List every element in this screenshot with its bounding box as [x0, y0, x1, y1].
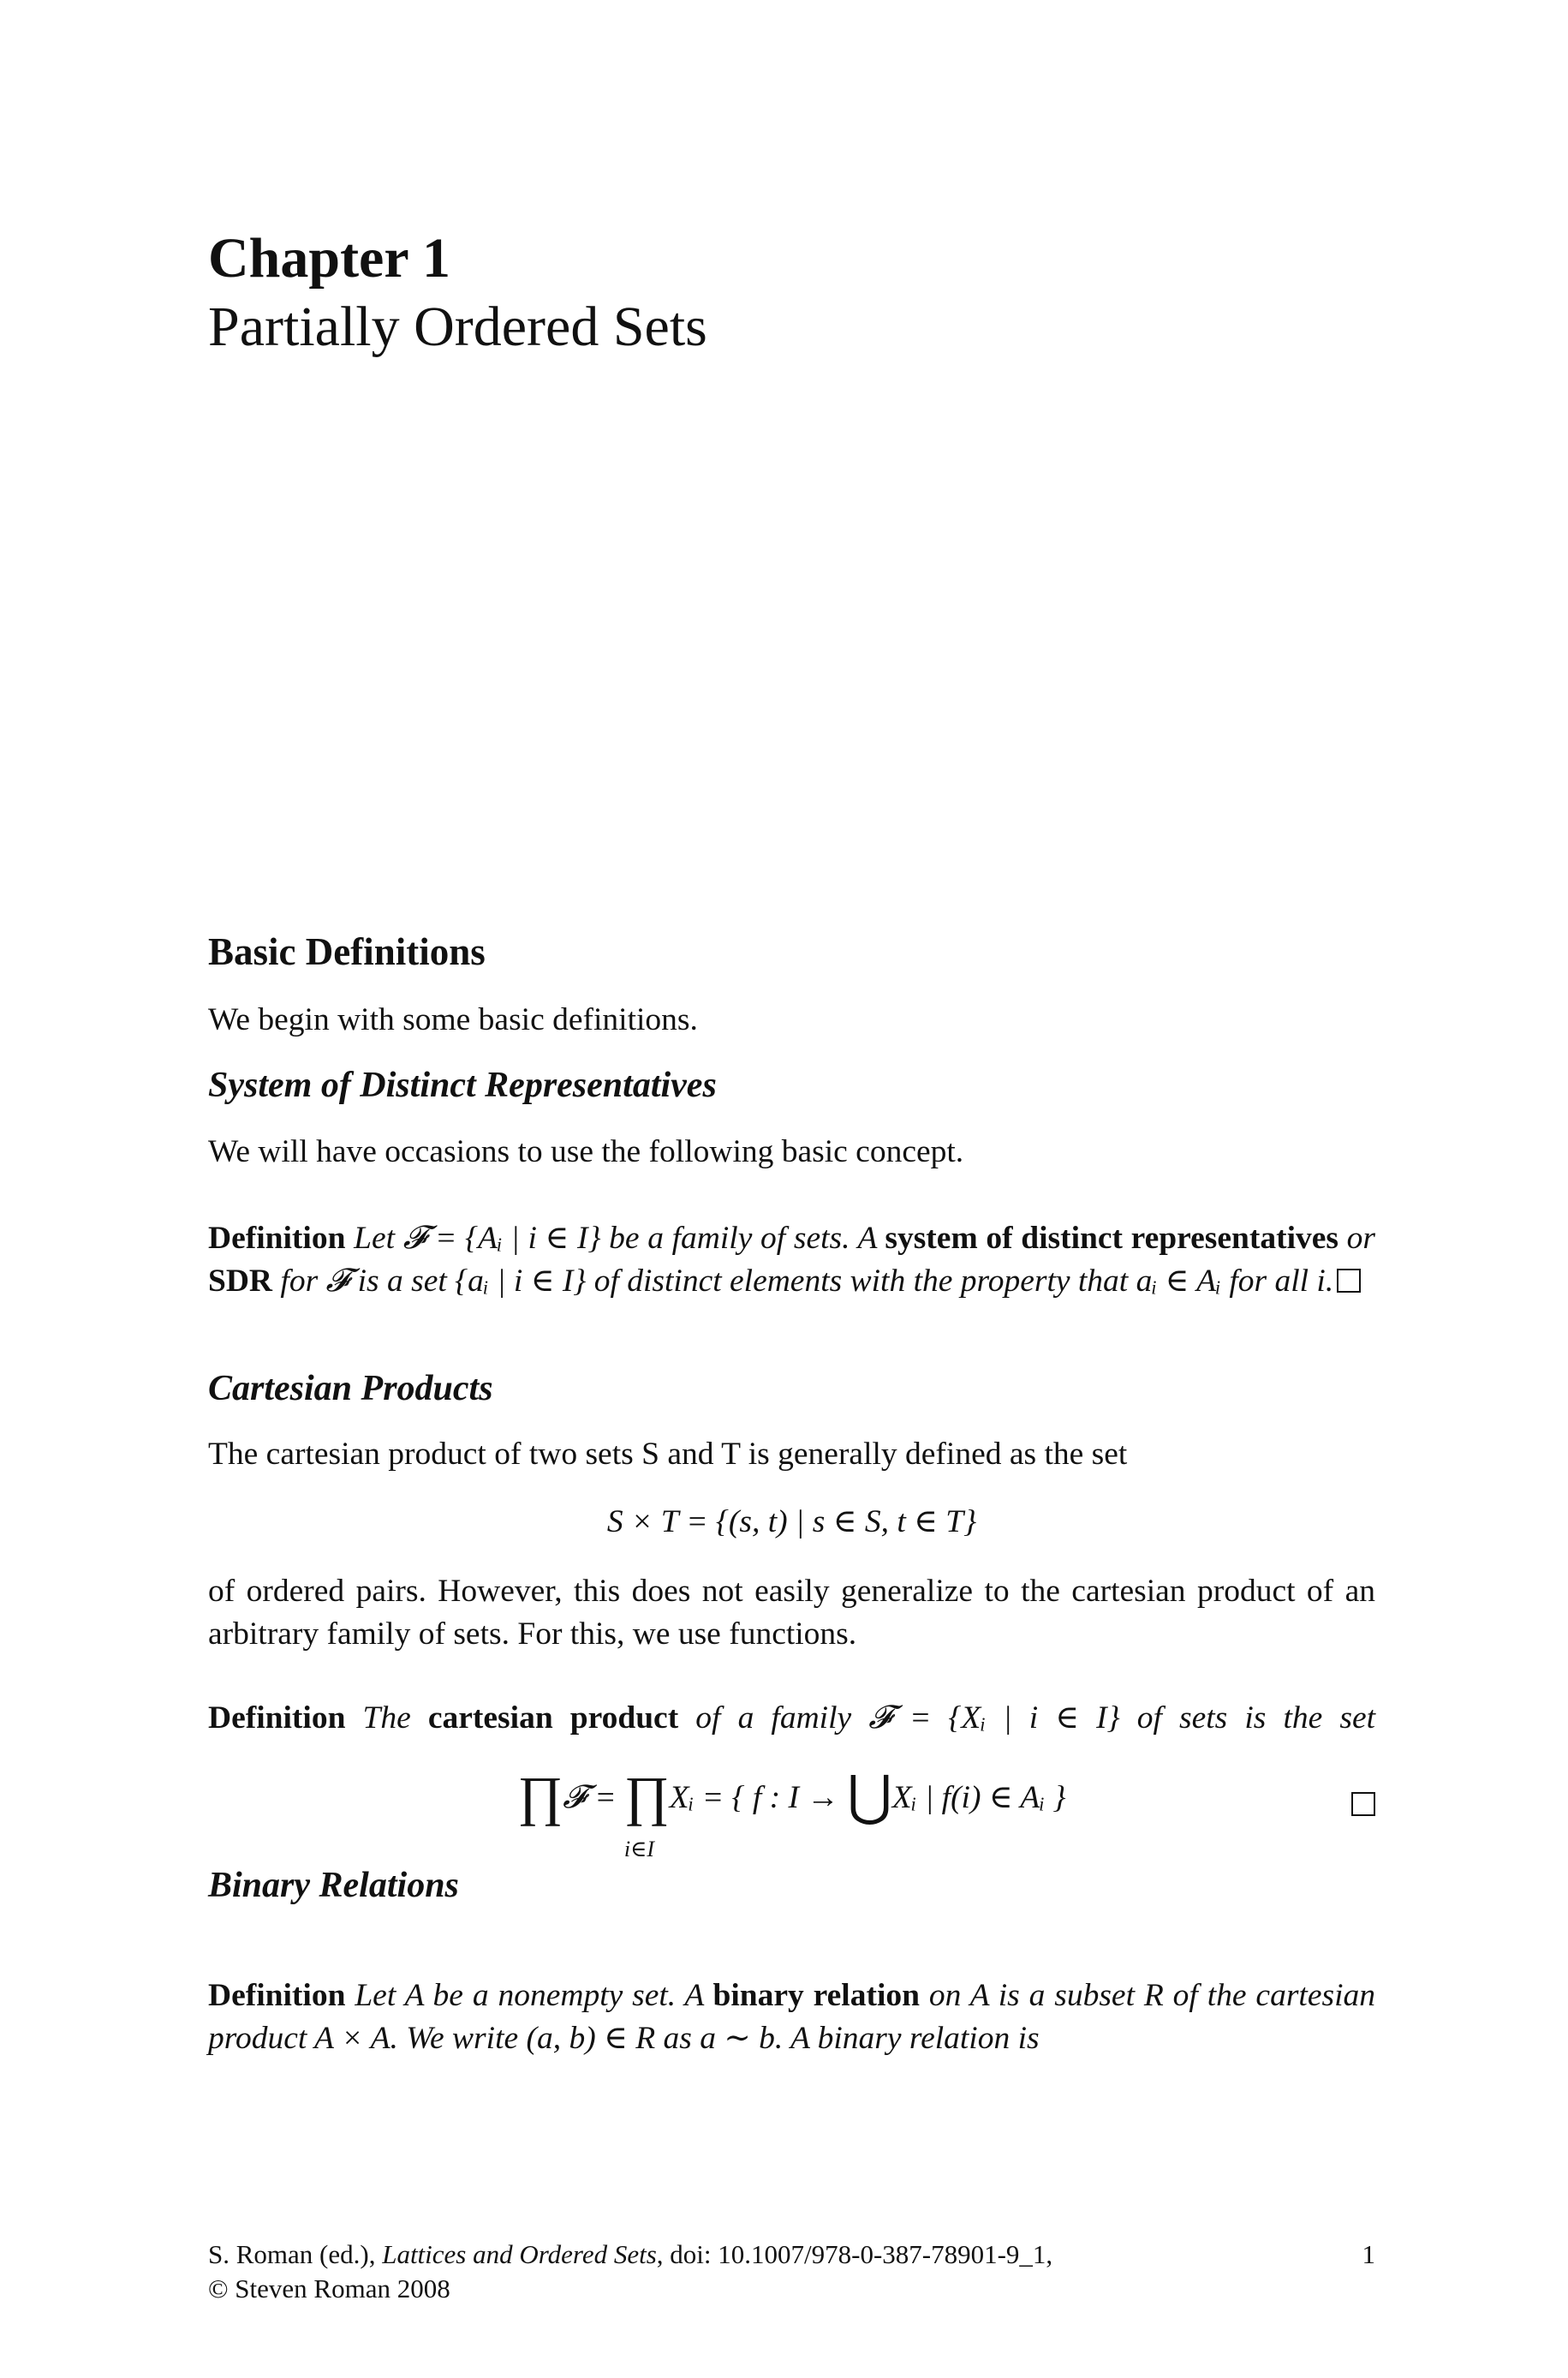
term: binary relation [712, 1978, 920, 2013]
product-symbol: ∏ [623, 1766, 670, 1826]
text: Let [354, 1221, 403, 1256]
equation-cartesian-pair: S × T = {(s, t) | s ∈ S, t ∈ T} [606, 1504, 977, 1539]
term: SDR [208, 1264, 273, 1299]
term: system of distinct representatives [885, 1221, 1338, 1256]
definition-label: Definition [208, 1221, 346, 1256]
section-heading: Basic Definitions [208, 930, 486, 973]
definition-cartesian [208, 1697, 1375, 1740]
definition-binary [208, 1975, 1375, 2060]
text: Let A be a nonempty set. A [355, 1978, 713, 2013]
chapter-title: Partially Ordered Sets [208, 296, 707, 358]
chapter-label: Chapter 1 [208, 227, 450, 290]
text: or [1338, 1221, 1375, 1256]
definition-label: Definition [208, 1978, 346, 2013]
subsection-heading-cartesian: Cartesian Products [208, 1369, 493, 1408]
product-symbol: ∏ [517, 1766, 563, 1826]
text: on A is a subset R of the cartesian product A × A. We write (a, b) ∈ R as a ∼ b. A binary relation is [208, 1978, 1375, 2056]
cartesian-para-2: of ordered pairs. However, this does not easily generalize to the cartesian product of an arbitrary family of sets. For this, we use functions. [208, 1574, 1375, 1652]
qed-icon [1351, 1792, 1375, 1816]
text: The [362, 1700, 428, 1736]
definition-sdr [208, 1217, 1375, 1303]
math: Xᵢ = { f : I → [669, 1780, 848, 1815]
text: for all i. [1220, 1264, 1334, 1299]
term: cartesian product [427, 1700, 679, 1736]
subsection-heading-sdr: System of Distinct Representatives [208, 1066, 717, 1105]
book-title: Lattices and Ordered Sets [382, 2239, 657, 2269]
footer-citation [208, 2238, 1375, 2272]
math: aᵢ ∈ Aᵢ [1136, 1264, 1221, 1299]
math: 𝓕 = [563, 1780, 624, 1815]
text: is a set [349, 1264, 456, 1299]
math: Xᵢ | f(i) ∈ Aᵢ } [891, 1780, 1066, 1815]
math: 𝓕 = {Aᵢ | i ∈ I} [402, 1221, 601, 1256]
text: of a family [678, 1700, 869, 1736]
text: for [272, 1264, 326, 1299]
text: be a family of sets. A [600, 1221, 885, 1256]
page-number: 1 [1362, 2239, 1375, 2269]
union-symbol: ⋃ [847, 1766, 892, 1826]
cartesian-para-1: The cartesian product of two sets S and T is generally defined as the set [208, 1437, 1128, 1472]
qed-icon [1337, 1269, 1361, 1293]
math: 𝓕 = {Xᵢ | i ∈ I} [868, 1700, 1120, 1736]
citation-text: S. Roman (ed.), [208, 2239, 383, 2269]
math: 𝓕 [325, 1264, 350, 1299]
section-intro: We begin with some basic definitions. [208, 1002, 698, 1037]
sdr-intro: We will have occasions to use the following basic concept. [208, 1134, 964, 1169]
footer-copyright: © Steven Roman 2008 [208, 2273, 450, 2303]
text: of distinct elements with the property that [586, 1264, 1136, 1299]
product-index: i∈I [623, 1837, 655, 1861]
text: of sets is the set [1119, 1700, 1376, 1736]
equation-cartesian-product [208, 1766, 1375, 1861]
definition-label: Definition [208, 1700, 346, 1736]
math: {aᵢ | i ∈ I} [455, 1264, 587, 1299]
subsection-heading-binary: Binary Relations [208, 1866, 459, 1905]
citation-doi: , doi: 10.1007/978-0-387-78901-9_1, [656, 2239, 1053, 2269]
